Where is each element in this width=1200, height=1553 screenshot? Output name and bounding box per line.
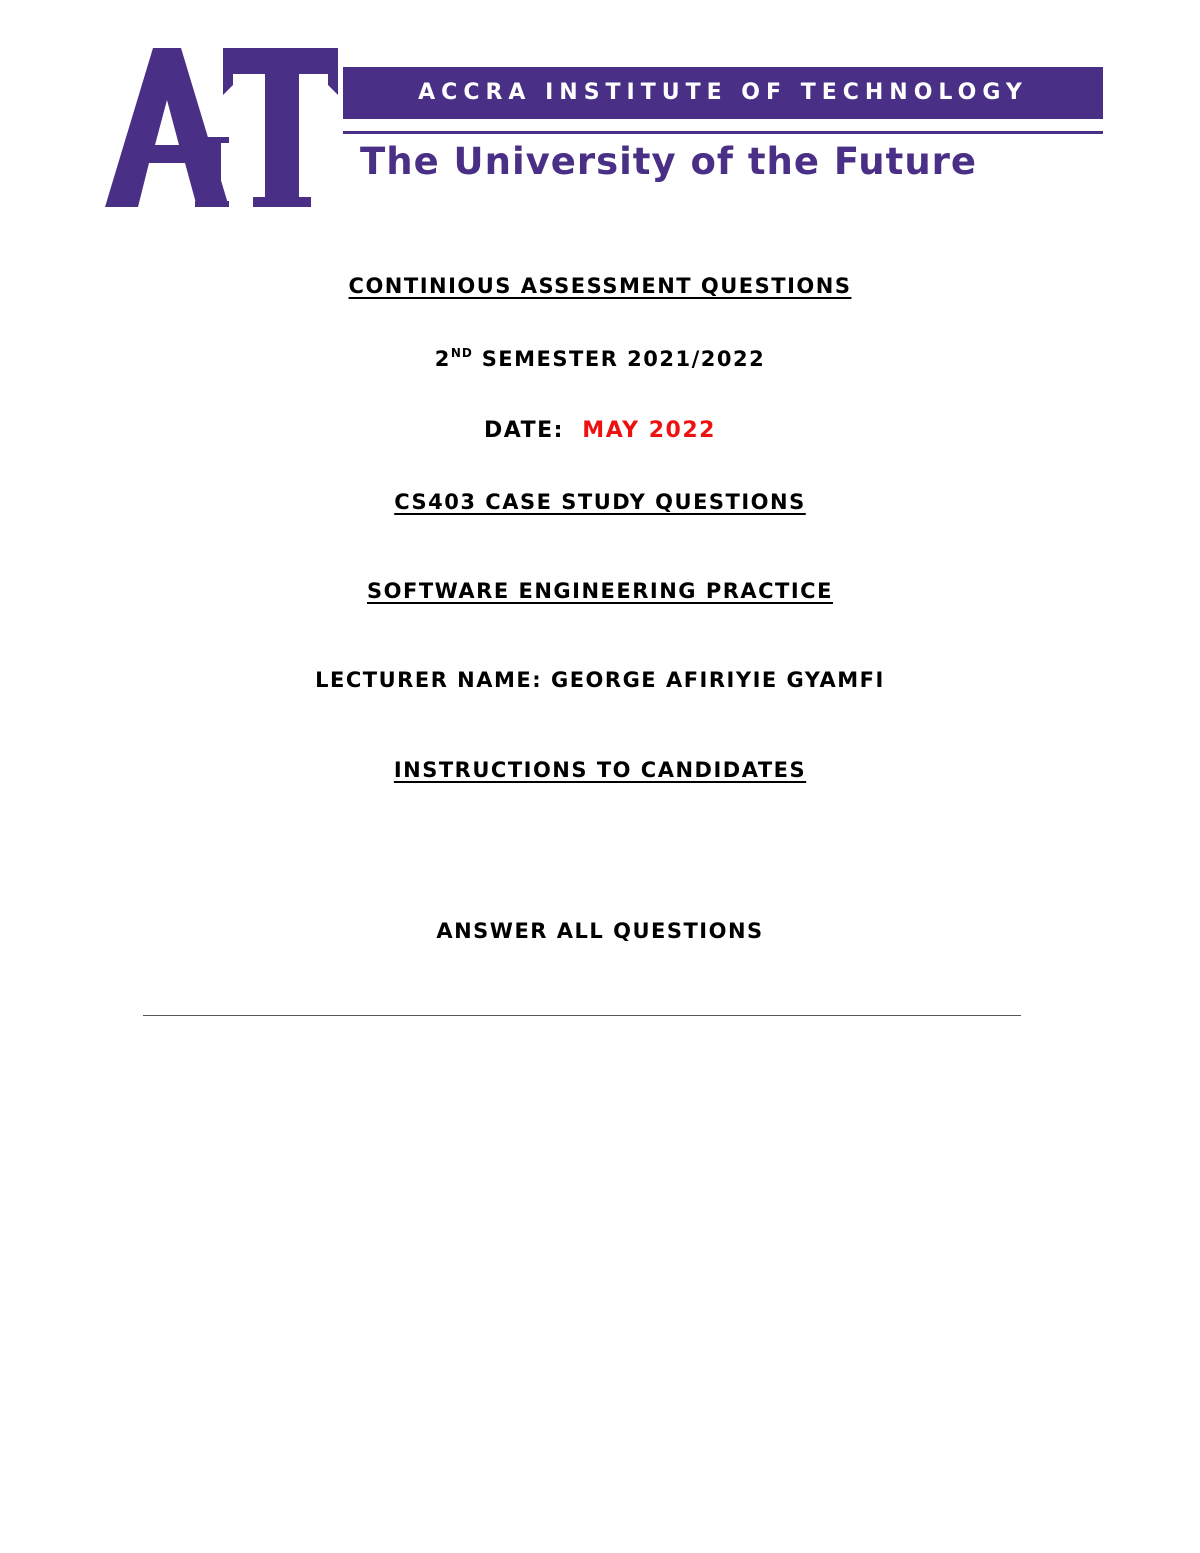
institution-tagline: The University of the Future bbox=[360, 140, 978, 183]
date-value: MAY 2022 bbox=[582, 418, 716, 443]
lecturer-name: LECTURER NAME: GEORGE AFIRIYIE GYAMFI bbox=[315, 668, 885, 692]
semester-text: SEMESTER 2021/2022 bbox=[481, 347, 766, 371]
horizontal-rule bbox=[143, 1015, 1021, 1016]
institution-name-banner bbox=[343, 67, 1103, 119]
ait-logo bbox=[105, 45, 340, 210]
subject-title: SOFTWARE ENGINEERING PRACTICE bbox=[367, 579, 833, 603]
date-label: DATE: bbox=[484, 418, 564, 443]
semester-line bbox=[0, 346, 1200, 371]
institution-name: ACCRA INSTITUTE OF TECHNOLOGY bbox=[418, 80, 1028, 105]
date-line bbox=[0, 418, 1200, 443]
semester-suffix: ND bbox=[450, 346, 473, 360]
institution-header bbox=[105, 45, 1105, 210]
header-divider bbox=[343, 131, 1103, 134]
instructions-text: ANSWER ALL QUESTIONS bbox=[436, 919, 764, 943]
course-title: CS403 CASE STUDY QUESTIONS bbox=[394, 490, 806, 514]
instructions-heading: INSTRUCTIONS TO CANDIDATES bbox=[393, 758, 807, 782]
semester-number: 2 bbox=[434, 347, 451, 371]
document-title: CONTINIOUS ASSESSMENT QUESTIONS bbox=[348, 274, 852, 298]
